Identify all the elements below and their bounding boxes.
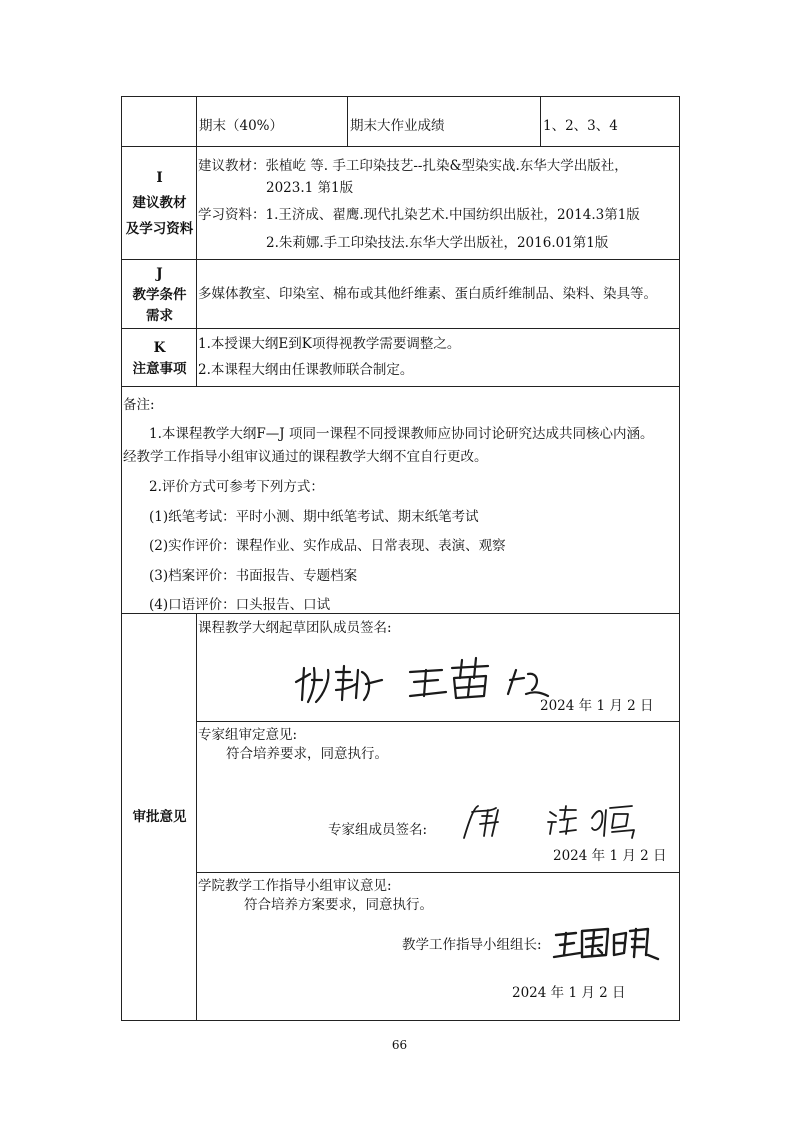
- section-j-row: [122, 260, 680, 329]
- expert-signer-label: 专家组成员签名:: [328, 822, 428, 838]
- remarks-line-6: (3)档案评价：书面报告、专题档案: [149, 568, 358, 584]
- college-opinion: 符合培养方案要求，同意执行。: [244, 897, 433, 913]
- materials-line-2: 2.朱莉娜.手工印染技法.东华大学出版社，2016.01第1版: [266, 235, 609, 251]
- college-heading: 学院教学工作指导小组审议意见:: [198, 878, 392, 894]
- expert-date: 2024 年 1 月 2 日: [553, 848, 667, 864]
- empty-cell: [122, 97, 197, 147]
- final-assessment: 期末大作业成绩: [350, 118, 445, 134]
- final-objectives: 1、2、3、4: [543, 118, 618, 134]
- section-j-title-2: 需求: [146, 308, 173, 324]
- drafting-heading: 课程教学大纲起草团队成员签名:: [198, 620, 392, 636]
- approval-expert-row: [122, 722, 680, 873]
- college-signature: [552, 925, 662, 961]
- section-k-letter: K: [153, 340, 166, 356]
- approval-college-row: [122, 873, 680, 1021]
- textbook-line-2: 2023.1 第1版: [266, 180, 354, 196]
- section-i-title-2: 及学习资料: [125, 221, 194, 237]
- section-k-title: 注意事项: [132, 361, 187, 377]
- approval-drafting-row: [122, 614, 680, 722]
- college-signer-label: 教学工作指导小组组长:: [402, 937, 542, 953]
- drafting-date: 2024 年 1 月 2 日: [540, 698, 654, 714]
- expert-signatures: [462, 798, 642, 840]
- expert-opinion: 符合培养要求，同意执行。: [226, 746, 388, 762]
- materials-line-1: 学习资料：1.王济成、翟鹰.现代扎染艺术.中国纺织出版社，2014.3第1版: [198, 207, 640, 223]
- remarks-line-7: (4)口语评价：口头报告、口试: [149, 597, 331, 613]
- teaching-conditions: 多媒体教室、印染室、棉布或其他纤维素、蛋白质纤维制品、染料、染具等。: [198, 286, 657, 302]
- page-number: 66: [391, 1038, 408, 1052]
- remarks-line-4: (1)纸笔考试：平时小测、期中纸笔考试、期末纸笔考试: [149, 509, 479, 525]
- section-j-title-1: 教学条件: [132, 287, 187, 303]
- section-i-row: [122, 147, 680, 260]
- approval-label: 审批意见: [132, 809, 187, 825]
- remarks-line-2: 经教学工作指导小组审议通过的课程教学大纲不宜自行更改。: [123, 449, 488, 465]
- remarks-line-3: 2.评价方式可参考下列方式：: [149, 479, 324, 495]
- remarks-line-5: (2)实作评价：课程作业、实作成品、日常表现、表演、观察: [149, 538, 506, 554]
- final-assessment-row: [122, 97, 680, 147]
- note-1: 1.本授课大纲E到K项得视教学需要调整之。: [198, 336, 461, 352]
- section-i-title-1: 建议教材: [132, 195, 187, 211]
- expert-heading: 专家组审定意见:: [198, 727, 298, 743]
- section-j-letter: J: [156, 266, 163, 282]
- syllabus-table: [121, 96, 680, 1021]
- section-k-row: [122, 329, 680, 387]
- remarks-row: [122, 387, 680, 614]
- drafting-signatures: [292, 650, 552, 712]
- textbook-line-1: 建议教材：张植屹 等. 手工印染技艺--扎染&型染实战.东华大学出版社，: [198, 158, 628, 174]
- section-i-letter: I: [156, 170, 163, 186]
- remarks-line-1: 1.本课程教学大纲F—J 项同一课程不同授课教师应协同讨论研究达成共同核心内涵。: [149, 426, 654, 442]
- remarks-heading: 备注:: [123, 397, 155, 413]
- final-label: 期末（40%）: [199, 118, 284, 134]
- college-date: 2024 年 1 月 2 日: [512, 985, 626, 1001]
- note-2: 2.本课程大纲由任课教师联合制定。: [198, 362, 414, 378]
